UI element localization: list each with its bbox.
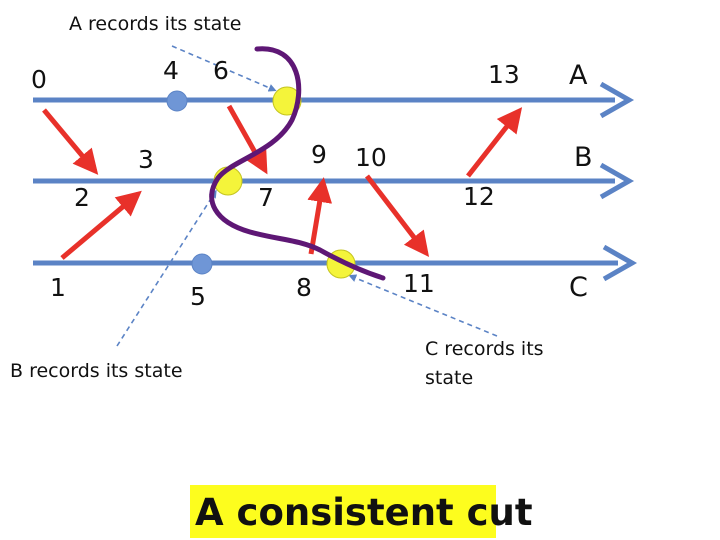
- process-label-c: C: [569, 272, 588, 303]
- event-label-11: 11: [403, 269, 435, 298]
- event-label-7: 7: [258, 183, 274, 212]
- event-label-3: 3: [138, 145, 154, 174]
- annotation-b-records-state: B records its state: [10, 360, 183, 382]
- diagram-title: A consistent cut: [195, 491, 533, 534]
- timeline-a: [33, 84, 629, 116]
- timeline-b: [33, 165, 629, 197]
- message-10-to-11: [367, 176, 426, 253]
- event-label-6: 6: [213, 56, 229, 85]
- message-0-to-2: [44, 110, 95, 171]
- event-label-1: 1: [50, 273, 66, 302]
- event-4-dot: [167, 91, 187, 111]
- event-5-dot: [192, 254, 212, 274]
- event-label-12: 12: [463, 182, 495, 211]
- annotation-c-records-state-line1: C records its: [425, 338, 544, 360]
- annotation-c-records-state-line2: state: [425, 367, 474, 389]
- message-12-to-13: [468, 111, 519, 176]
- process-label-a: A: [569, 60, 588, 91]
- event-label-9: 9: [311, 140, 327, 169]
- event-label-4: 4: [163, 56, 179, 85]
- message-8-to-9: [311, 182, 323, 254]
- event-label-5: 5: [190, 282, 206, 311]
- event-label-10: 10: [355, 143, 387, 172]
- process-label-b: B: [574, 142, 593, 173]
- event-label-8: 8: [296, 273, 312, 302]
- event-label-13: 13: [488, 60, 520, 89]
- event-label-2: 2: [74, 183, 90, 212]
- event-label-0: 0: [31, 65, 47, 94]
- annotation-a-records-state: A records its state: [69, 13, 242, 35]
